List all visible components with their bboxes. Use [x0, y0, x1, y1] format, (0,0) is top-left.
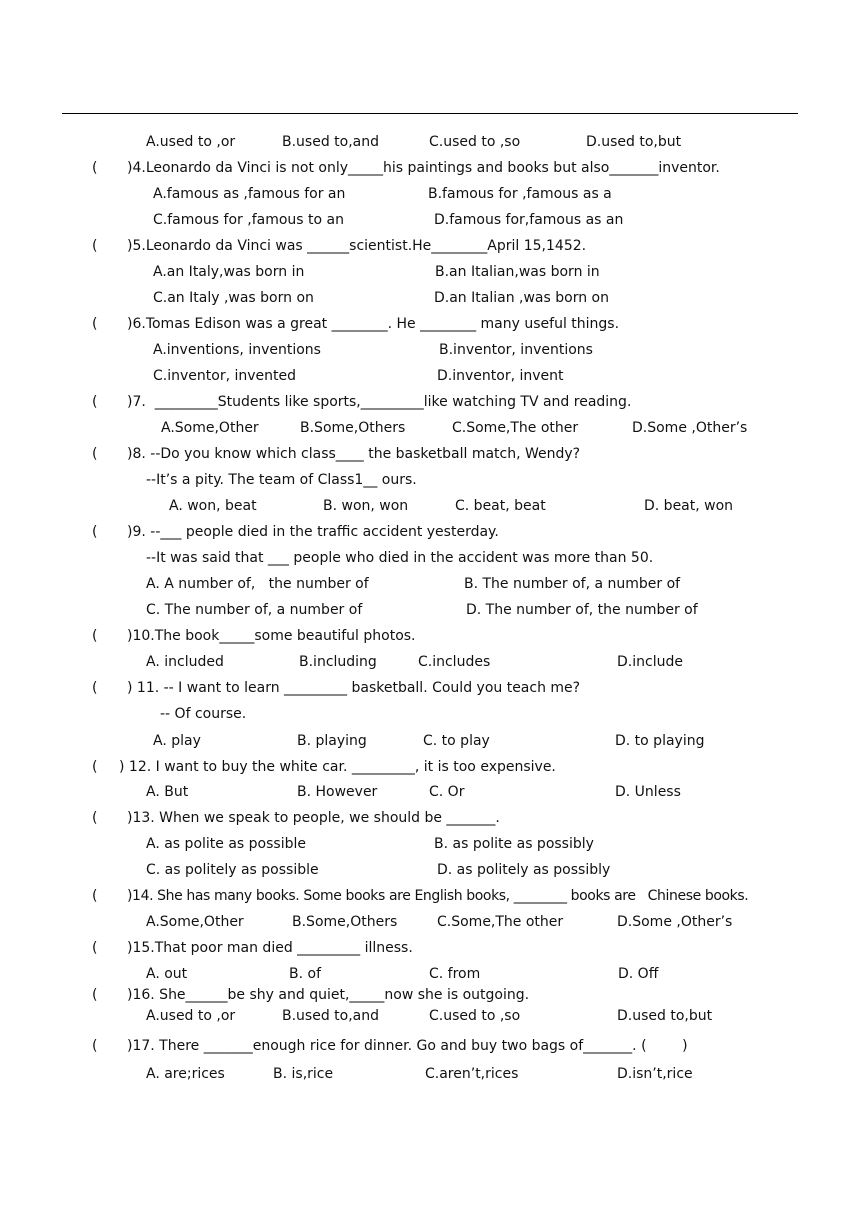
q5-option-d: D.an Italian ,was born on [434, 290, 609, 306]
q14-paren: ( [92, 888, 98, 904]
q7-paren: ( [92, 394, 98, 410]
q16-stem: )16. She______be shy and quiet,_____now she is outgoing. [127, 987, 530, 1003]
q17-paren: ( [92, 1038, 98, 1054]
q13-stem: )13. When we speak to people, we should be _______. [127, 810, 500, 826]
q16-option-d: D.used to,but [617, 1008, 713, 1024]
q10-option-d: D.include [617, 654, 683, 670]
q8-option-d: D. beat, won [644, 498, 734, 514]
q12-option-b: B. However [297, 784, 378, 800]
q15-option-d: D. Off [618, 966, 659, 982]
q17-option-b: B. is,rice [273, 1066, 334, 1082]
top-divider-line [62, 113, 798, 114]
q4-option-a: A.famous as ,famous for an [153, 186, 346, 202]
q11-paren: ( [92, 680, 98, 696]
q9-option-a: A. A number of, the number of [146, 576, 369, 592]
q10-paren: ( [92, 628, 98, 644]
q8-option-b: B. won, won [323, 498, 409, 514]
q6-paren: ( [92, 316, 98, 332]
q6-option-a: A.inventions, inventions [153, 342, 321, 358]
q8-paren: ( [92, 446, 98, 462]
q5-option-a: A.an Italy,was born in [153, 264, 305, 280]
q13-option-c: C. as politely as possible [146, 862, 319, 878]
q9-option-d: D. The number of, the number of [466, 602, 698, 618]
q8-response: --It’s a pity. The team of Class1__ ours. [146, 472, 417, 488]
q9-option-b: B. The number of, a number of [464, 576, 681, 592]
q5-stem: )5.Leonardo da Vinci was ______scientist.He________April 15,1452. [127, 238, 587, 254]
q12-option-a: A. But [146, 784, 189, 800]
q9-response: --It was said that ___ people who died in the accident was more than 50. [146, 550, 654, 566]
q10-option-c: C.includes [418, 654, 491, 670]
q14-stem: )14. She has many books. Some books are English books, ________ books are Chinese books. [127, 888, 749, 904]
q10-option-b: B.including [299, 654, 377, 670]
q15-option-a: A. out [146, 966, 188, 982]
q10-option-a: A. included [146, 654, 224, 670]
q9-stem: )9. --___ people died in the traffic accident yesterday. [127, 524, 499, 540]
q6-stem: )6.Tomas Edison was a great ________. He ________ many useful things. [127, 316, 620, 332]
q9-option-c: C. The number of, a number of [146, 602, 363, 618]
q14-option-d: D.Some ,Other’s [617, 914, 733, 930]
q13-option-d: D. as politely as possibly [437, 862, 611, 878]
q5-option-c: C.an Italy ,was born on [153, 290, 314, 306]
q3-option-a: A.used to ,or [146, 134, 236, 150]
q3-option-d: D.used to,but [586, 134, 682, 150]
q9-paren: ( [92, 524, 98, 540]
q17-option-a: A. are;rices [146, 1066, 225, 1082]
q7-stem: )7. _________Students like sports,_________like watching TV and reading. [127, 394, 632, 410]
q16-option-b: B.used to,and [282, 1008, 380, 1024]
q5-option-b: B.an Italian,was born in [435, 264, 600, 280]
q12-stem: ) 12. I want to buy the white car. _________, it is too expensive. [119, 759, 556, 775]
q13-option-a: A. as polite as possible [146, 836, 306, 852]
q7-option-b: B.Some,Others [300, 420, 406, 436]
q4-stem: )4.Leonardo da Vinci is not only_____his paintings and books but also_______inventor. [127, 160, 720, 176]
q16-option-a: A.used to ,or [146, 1008, 236, 1024]
q6-option-d: D.inventor, invent [437, 368, 564, 384]
q4-option-b: B.famous for ,famous as a [428, 186, 612, 202]
q8-stem: )8. --Do you know which class____ the basketball match, Wendy? [127, 446, 581, 462]
q10-stem: )10.The book_____some beautiful photos. [127, 628, 416, 644]
q3-option-b: B.used to,and [282, 134, 380, 150]
q14-option-c: C.Some,The other [437, 914, 564, 930]
q4-option-d: D.famous for,famous as an [434, 212, 624, 228]
q7-option-d: D.Some ,Other’s [632, 420, 748, 436]
q5-paren: ( [92, 238, 98, 254]
q11-option-c: C. to play [423, 733, 490, 749]
q8-option-a: A. won, beat [169, 498, 257, 514]
q13-paren: ( [92, 810, 98, 826]
q15-option-c: C. from [429, 966, 481, 982]
q8-option-c: C. beat, beat [455, 498, 546, 514]
q6-option-c: C.inventor, invented [153, 368, 296, 384]
q16-option-c: C.used to ,so [429, 1008, 521, 1024]
q11-response: -- Of course. [160, 706, 247, 722]
q7-option-a: A.Some,Other [161, 420, 259, 436]
q4-paren: ( [92, 160, 98, 176]
q12-option-c: C. Or [429, 784, 465, 800]
q13-option-b: B. as polite as possibly [434, 836, 594, 852]
q14-option-a: A.Some,Other [146, 914, 244, 930]
q7-option-c: C.Some,The other [452, 420, 579, 436]
q17-stem: )17. There _______enough rice for dinner. Go and buy two bags of_______. ( ) [127, 1038, 688, 1054]
q14-option-b: B.Some,Others [292, 914, 398, 930]
q15-stem: )15.That poor man died _________ illness. [127, 940, 413, 956]
q17-option-d: D.isn’t,rice [617, 1066, 693, 1082]
q11-option-b: B. playing [297, 733, 367, 749]
q11-option-a: A. play [153, 733, 201, 749]
q17-option-c: C.aren’t,rices [425, 1066, 519, 1082]
q12-paren: ( [92, 759, 98, 775]
q11-option-d: D. to playing [615, 733, 705, 749]
q15-option-b: B. of [289, 966, 321, 982]
q16-paren: ( [92, 987, 98, 1003]
q4-option-c: C.famous for ,famous to an [153, 212, 344, 228]
q3-option-c: C.used to ,so [429, 134, 521, 150]
q11-stem: ) 11. -- I want to learn _________ basketball. Could you teach me? [127, 680, 581, 696]
q15-paren: ( [92, 940, 98, 956]
q12-option-d: D. Unless [615, 784, 681, 800]
q6-option-b: B.inventor, inventions [439, 342, 593, 358]
